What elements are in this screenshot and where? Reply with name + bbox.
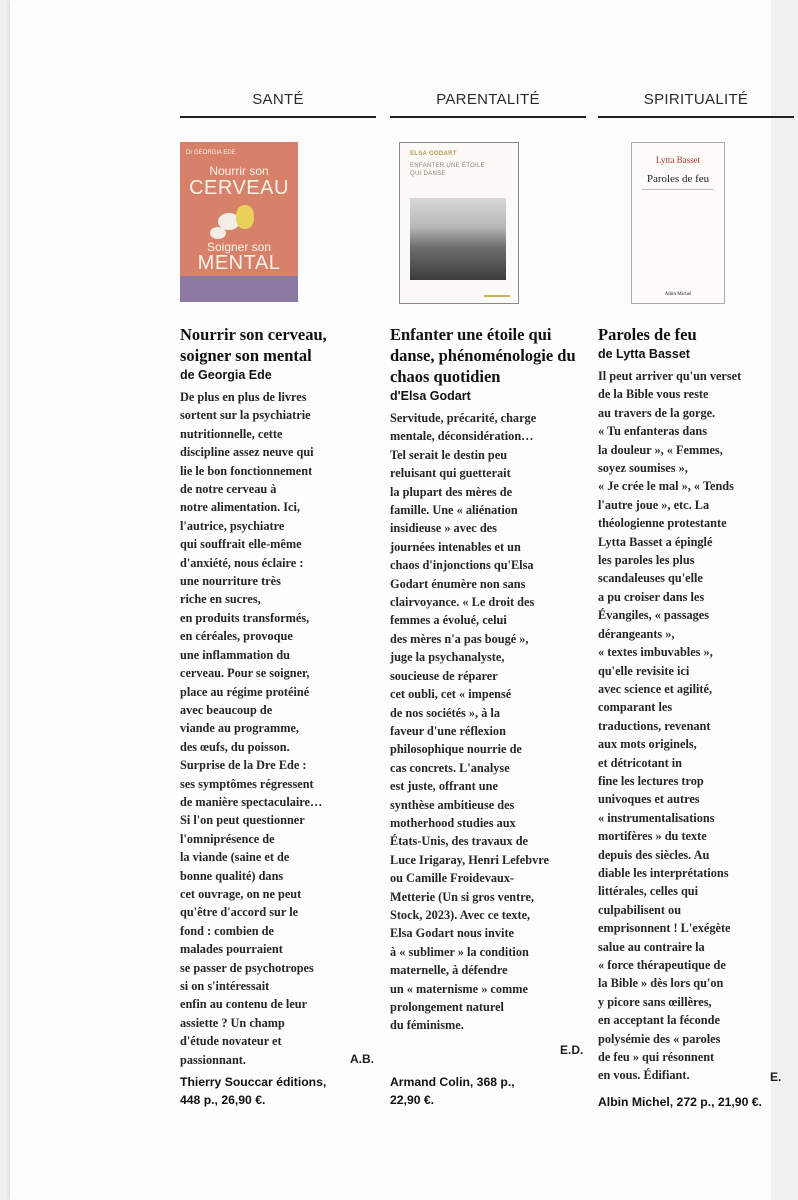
section-rule [390,116,586,118]
book-cover [399,142,519,304]
cover-text: Nourrir son [209,164,269,178]
publisher-info: Thierry Souccar éditions, 448 p., 26,90 €. [180,1075,327,1107]
cover-text: MENTAL [197,252,281,274]
reviewer-signature: E.D. [560,1043,584,1057]
reviewer-signature: A.B. [350,1052,374,1066]
publisher-info: Armand Colin, 368 p., 22,90 €. [390,1075,515,1107]
reviewer-signature: E. [770,1070,782,1084]
section-heading: SPIRITUALITÉ [643,91,749,108]
cover-text: Soigner son [206,240,272,254]
cover-publisher: Albin Michel [664,292,692,297]
book-author: de Lytta Basset [598,347,690,361]
cover-author: ELSA GODART [410,151,457,157]
book-cover [180,142,298,302]
section-heading: SANTÉ [252,91,304,108]
cover-title: Paroles de feu [646,173,710,185]
magazine-page [10,0,782,1200]
review-text: Servitude, précarité, charge mentale, déconsidération… Tel serait le destin peu reluisant qui guetterait la plupart des mères de famille. Une « aliénation insidieuse » avec des journées intenables et un chaos d'injonctions qu'Elsa Godart énumère non sans clairvoyance. « Le droit des femmes a évolué, celui des mères n'a pas bougé », juge la psychanalyste, soucieuse de réparer cet oubli, cet « impensé de nos sociétés », à la faveur d'une réflexion philosophique nourrie de cas concrets. L'analyse est juste, offrant une synthèse ambitieuse des motherhood studies aux États-Unis, des travaux de Luce Irigaray, Henri Lefebvre ou Camille Froidevaux- Metterie (Un si gros ventre, Stock, 2023). Avec ce texte, Elsa Godart nous invite à « sublimer » la condition maternelle, à défendre un « maternisme » comme prolongement naturel du féminisme. [390,411,549,1033]
cover-text: CERVEAU [189,177,289,199]
book-author: de Georgia Ede [180,368,272,382]
cover-illustration [236,205,254,229]
section-heading: PARENTALITÉ [436,91,540,108]
cover-logo [484,295,510,297]
section-rule [598,116,794,118]
book-cover [631,142,725,304]
review-text: Il peut arriver qu'un verset de la Bible vous reste au travers de la gorge. « Tu enfanteras dans la douleur », « Femmes, soyez soumises », « Je crée le mal », « Tends l'autre joue », etc. La théologienne protestante Lytta Basset a épinglé les paroles les plus scandaleuses qu'elle a pu croiser dans les Évangiles, « passages dérangeants », « textes imbuvables », qu'elle revisite ici avec science et agilité, comparant les traductions, revenant aux mots originels, et détricotant in fine les lectures trop univoques et autres « instrumentalisations mortifères » du texte depuis des siècles. Au diable les interprétations littérales, celles qui culpabilisent ou emprisonnent ! L'exégète salue au contraire la « force thérapeutique de la Bible » dès lors qu'on y picore sans œillères, en acceptant la féconde polysémie des « paroles de feu » qui résonnent en vous. Édifiant. [598,369,742,1083]
book-title: Enfanter une étoile qui danse, phénoménologie du chaos quotidien d'Elsa Godart Servitude, précarité, charge mentale, déconsidération… Tel serait le destin peu reluisant qui guetterait la plupart des mères de famille. Une « aliénation insidieuse » avec des journées intenables et un chaos d'injonctions qu'Elsa Godart énumère non sans clairvoyance. « Le droit des femmes a évolué, celui des mères n'a pas bougé », juge la psychanalyste, soucieuse de réparer cet oubli, cet « impensé de nos sociétés », à la faveur d'une réflexion philosophique nourrie de cas concrets. L'analyse est juste, offrant une synthèse ambitieuse des motherhood studies aux États-Unis, des travaux de Luce Irigaray, Henri Lefebvre ou Camille Froidevaux- Metterie (Un si gros ventre, Stock, 2023). Avec ce texte, Elsa Godart nous invite à « sublimer » la condition maternelle, à défendre un « maternisme » comme prolongement naturel du féminisme. [390,324,590,1035]
cover-author: Lytta Basset [655,155,701,165]
cover-author: Dr GEORGIA EDE [186,150,236,156]
publisher-info: Albin Michel, 272 p., 21,90 €. [598,1095,762,1109]
book-title: Nourrir son cerveau, soigner son mental de Georgia Ede De plus en plus de livres sortent sur la psychiatrie nutritionnelle, cette discipline assez neuve qui lie le bon fonctionnement de notre cerveau à notre alimentation. Ici, l'autrice, psychiatre qui souffrait elle-même d'anxiété, nous éclaire : une nourriture très riche en sucres, en produits transformés, en céréales, provoque une inflammation du cerveau. Pour se soigner, place au régime protéiné avec beaucoup de viande au programme, des œufs, du poisson. Surprise de la Dre Ede : ses symptômes régressent de manière spectaculaire… Si l'on peut questionner l'omniprésence de la viande (saine et de bonne qualité) dans cet ouvrage, on ne peut qu'être d'accord sur le fond : combien de malades pourraient se passer de psychotropes si on s'intéressait enfin au contenu de leur assiette ? Un champ d'étude novateur et passionnant. [180,324,380,1069]
section-rule [180,116,376,118]
cover-text: QUI DANSE [410,171,446,177]
cover-divider [642,189,714,190]
cover-text: ENFANTER UNE ÉTOILE [410,163,485,169]
cover-band [180,276,298,302]
book-author: d'Elsa Godart [390,389,471,403]
review-text: De plus en plus de livres sortent sur la psychiatrie nutritionnelle, cette discipline assez neuve qui lie le bon fonctionnement de notre cerveau à notre alimentation. Ici, l'autrice, psychiatre qui souffrait elle-même d'anxiété, nous éclaire : une nourriture très riche en sucres, en produits transformés, en céréales, provoque une inflammation du cerveau. Pour se soigner, place au régime protéiné avec beaucoup de viande au programme, des œufs, du poisson. Surprise de la Dre Ede : ses symptômes régressent de manière spectaculaire… Si l'on peut questionner l'omniprésence de la viande (saine et de bonne qualité) dans cet ouvrage, on ne peut qu'être d'accord sur le fond : combien de malades pourraient se passer de psychotropes si on s'intéressait enfin au contenu de leur assiette ? Un champ d'étude novateur et passionnant. [180,390,323,1067]
cover-photo [410,198,506,280]
book-title: Paroles de feu de Lytta Basset Il peut arriver qu'un verset de la Bible vous reste au travers de la gorge. « Tu enfanteras dans la douleur », « Femmes, soyez soumises », « Je crée le mal », « Tends l'autre joue », etc. La théologienne protestante Lytta Basset a épinglé les paroles les plus scandaleuses qu'elle a pu croiser dans les Évangiles, « passages dérangeants », « textes imbuvables », qu'elle revisite ici avec science et agilité, comparant les traductions, revenant aux mots originels, et détricotant in fine les lectures trop univoques et autres « instrumentalisations mortifères » du texte depuis des siècles. Au diable les interprétations littérales, celles qui culpabilisent ou emprisonnent ! L'exégète salue au contraire la « force thérapeutique de la Bible » dès lors qu'on y picore sans œillères, en acceptant la féconde polysémie des « paroles de feu » qui résonnent en vous. Édifiant. [598,324,798,1085]
